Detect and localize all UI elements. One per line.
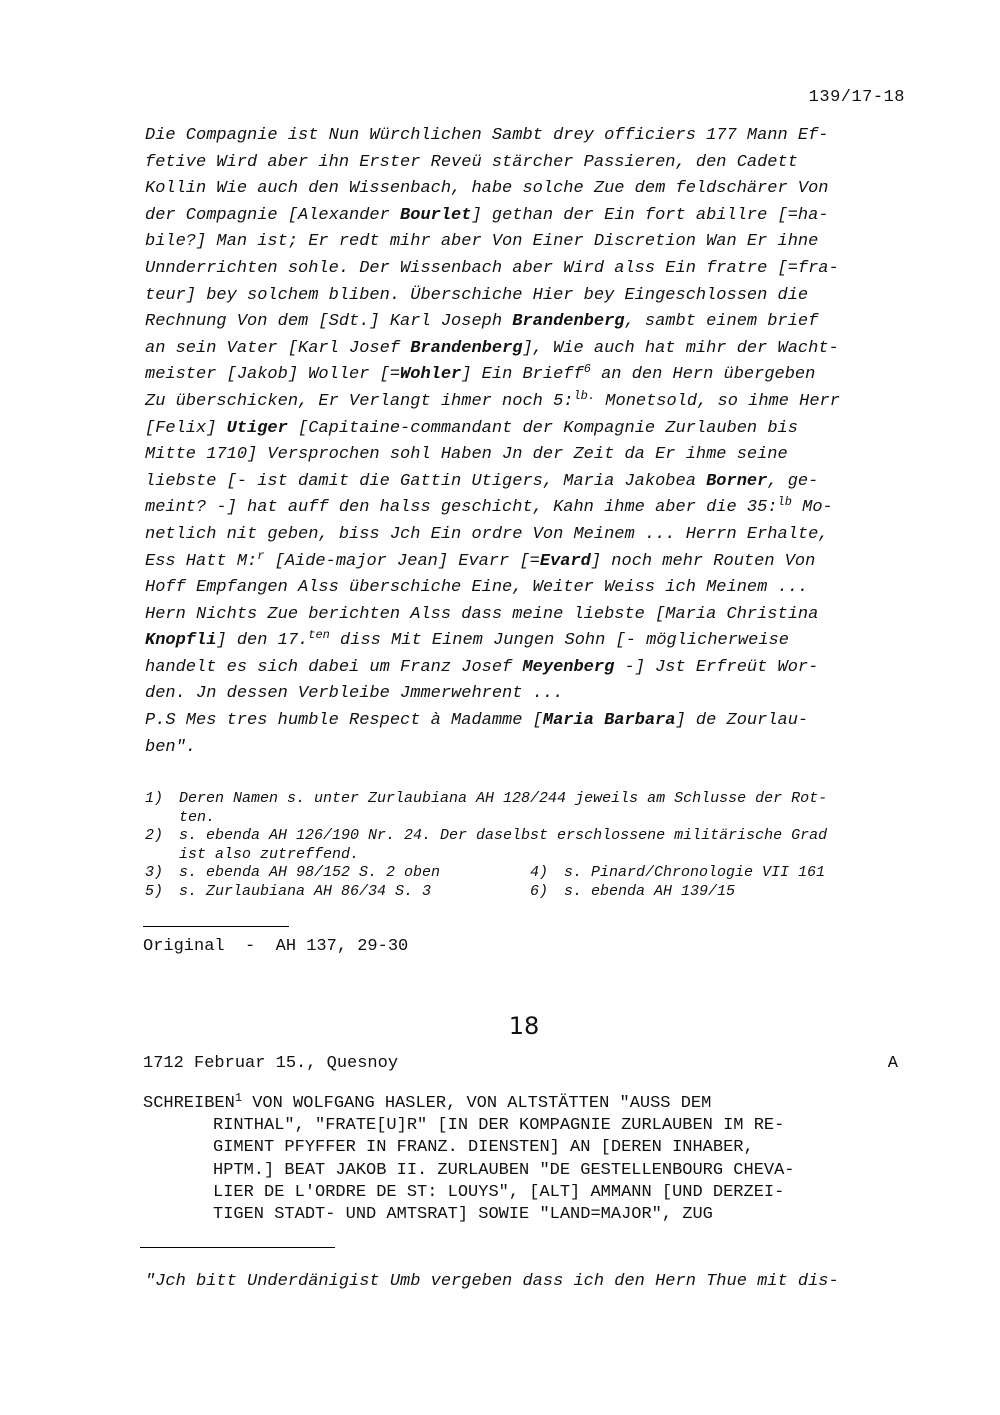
footnote-line: s. ebenda AH 126/190 Nr. 24. Der daselbst erschlossene militärische Grad [179, 827, 828, 844]
letter-text: ] den 17. [216, 631, 309, 651]
letter-text: teur] bey solchem bliben. Überschiche Hier bey Eingeschlossen die [145, 285, 809, 305]
footnote-line: Deren Namen s. unter Zurlaubiana AH 128/244 jeweils am Schlusse der Rot- [179, 790, 828, 807]
letter-text: Die Compagnie ist Nun Würchlichen Sambt drey officiers 177 Mann Ef- [145, 126, 829, 145]
heading-footnote-ref: 1 [234, 1091, 243, 1105]
letter-text: P.S Mes tres humble Respect à Madamme [ [145, 711, 543, 731]
letter-text: [Felix] [145, 418, 227, 438]
letter-text: meint? -] hat auff den halss geschicht, Kahn ihme aber die 35: [145, 498, 778, 518]
person-name: Borner [706, 471, 768, 491]
letter-text: [Aide-major Jean] Evarr [= [264, 551, 540, 571]
person-name: Evard [539, 551, 591, 571]
footnote [145, 827, 915, 864]
footnote-number: 5) [145, 882, 164, 900]
footnote-text [179, 827, 915, 864]
letter-text: Monetsold, so ihme Herr [595, 391, 840, 411]
footnote [530, 883, 915, 902]
superscript: r [257, 548, 265, 563]
letter-text: meister [Jakob] Woller [= [145, 365, 401, 385]
letter-line [145, 150, 915, 177]
letter-text: Unnderrichten sohle. Der Wissenbach aber Wird alss Ein fratre [=fra- [145, 258, 839, 278]
letter-line [145, 575, 915, 602]
letter-line [145, 283, 915, 310]
letter-text: Kollin Wie auch den Wissenbach, habe solche Zue dem feldschärer Von [145, 179, 829, 199]
footnote-number: 4) [530, 864, 549, 881]
letter-line [145, 176, 915, 203]
letter-text: Mitte 1710] Versprochen sohl Haben Jn der Zeit da Er ihme seine [145, 445, 788, 465]
letter-line [145, 469, 915, 496]
letter-text: , ge- [767, 471, 819, 491]
heading-line: TIGEN STADT- UND AMTSRAT] SOWIE "LAND=MAJOR", ZUG [213, 1205, 713, 1225]
letter-text: ] de Zourlau- [675, 711, 809, 731]
letter-text: der Compagnie [Alexander [145, 205, 401, 225]
heading-line: GIMENT PFYFFER IN FRANZ. DIENSTEN] AN [DEREN INHABER, [213, 1138, 754, 1158]
footnote-number: 1) [145, 790, 164, 807]
letter-body [145, 123, 915, 761]
letter-text: Rechnung Von dem [Sdt.] Karl Joseph [145, 312, 513, 332]
letter-line [145, 336, 915, 363]
document-heading [143, 1093, 913, 1226]
letter-text: ] gethan der Ein fort abillre [=ha- [471, 205, 829, 225]
person-name: Meyenberg [522, 657, 615, 677]
heading-line: LIER DE L'ORDRE DE ST: LOUYS", [ALT] AMMANN [UND DERZEI- [213, 1182, 785, 1202]
footnote-pair [145, 883, 915, 902]
letter-opening: "Jch bitt Underdänigist Umb vergeben dass ich den Hern Thue mit dis- [145, 1272, 839, 1291]
letter-line [145, 256, 915, 283]
footnote-number: 2) [145, 827, 164, 844]
letter-text: fetive Wird aber ihn Erster Reveü stärcher Passieren, den Cadett [145, 152, 798, 172]
footnote [145, 790, 915, 827]
letter-line [145, 681, 915, 708]
footnote-pair [145, 864, 915, 883]
person-name: Maria Barbara [542, 711, 676, 731]
letter-line [145, 309, 915, 336]
letter-line [145, 416, 915, 443]
footnote-number: 3) [145, 864, 164, 881]
letter-text: Ess Hatt M: [145, 551, 258, 571]
heading-line: HPTM.] BEAT JAKOB II. ZURLAUBEN "DE GESTELLENBOURG CHEVA- [213, 1160, 795, 1180]
letter-line [145, 203, 915, 230]
letter-text: Hern Nichts Zue berichten Alss dass meine liebste [Maria Christina [145, 604, 819, 624]
heading-text: VON WOLFGANG HASLER, VON ALTSTÄTTEN "AUSS DEM [242, 1094, 712, 1113]
letter-text: Zu überschicken, Er Verlangt ihmer noch 5: [145, 391, 574, 411]
letter-line [145, 602, 915, 629]
letter-line [145, 549, 915, 576]
superscript: lb [777, 495, 792, 510]
original-reference: Original - AH 137, 29-30 [143, 937, 409, 956]
letter-line [145, 655, 915, 682]
letter-text: handelt es sich dabei um Franz Josef [145, 657, 523, 677]
heading-label: SCHREIBEN [143, 1094, 235, 1113]
footnote-line: ist also zutreffend. [179, 845, 360, 863]
person-name: Wohler [400, 365, 462, 385]
letter-text: bile?] Man ist; Er redt mihr aber Von Einer Discretion Wan Er ihne [145, 232, 819, 252]
footnotes [145, 790, 915, 901]
footnote-text: s. Pinard/Chronologie VII 161 [564, 864, 826, 881]
letter-line [145, 708, 915, 735]
separator-rule [140, 1247, 335, 1248]
letter-text: , sambt einem brief [624, 312, 819, 332]
footnote [145, 883, 530, 902]
letter-text: ben". [145, 737, 197, 757]
person-name: Utiger [226, 418, 288, 438]
person-name: Knopfli [145, 631, 217, 651]
letter-text: Hoff Empfangen Alss überschiche Eine, Weiter Weiss ich Meinem ... [145, 578, 809, 598]
footnote-number: 6) [530, 882, 549, 900]
letter-text: Mo- [791, 498, 833, 518]
document-number: 18 [508, 1012, 540, 1040]
person-name: Brandenberg [410, 338, 523, 358]
footnote [530, 864, 915, 883]
letter-text: [Capitaine-commandant der Kompagnie Zurlauben bis [287, 418, 798, 438]
letter-line [145, 628, 915, 655]
letter-text: netlich nit geben, biss Jch Ein ordre Von Meinem ... Herrn Erhalte, [145, 524, 829, 544]
letter-text: an den Hern übergeben [590, 365, 816, 385]
letter-line [145, 229, 915, 256]
heading-line: RINTHAL", "FRATE[U]R" [IN DER KOMPAGNIE ZURLAUBEN IM RE- [213, 1116, 785, 1136]
letter-line [145, 495, 915, 522]
person-name: Brandenberg [512, 312, 625, 332]
letter-text: an sein Vater [Karl Josef [145, 338, 411, 358]
superscript: ten [308, 628, 330, 643]
letter-line [145, 389, 915, 416]
letter-text: diss Mit Einem Jungen Sohn [- möglicherweise [329, 631, 789, 651]
footnote-text [179, 790, 915, 827]
footnote-text: s. Zurlaubiana AH 86/34 S. 3 [179, 882, 432, 900]
letter-text: -] Jst Erfreüt Wor- [614, 657, 819, 677]
letter-line [145, 735, 915, 762]
letter-text: ] noch mehr Routen Von [590, 551, 816, 571]
letter-text: ] Ein Brieff [461, 365, 584, 385]
letter-line [145, 442, 915, 469]
footnote-line: ten. [179, 808, 216, 826]
document-type: A [887, 1054, 898, 1073]
superscript: 6 [583, 362, 591, 377]
document-date-place: 1712 Februar 15., Quesnoy [143, 1054, 399, 1073]
superscript: lb. [573, 388, 596, 403]
heading-line [143, 1093, 913, 1115]
letter-line [145, 123, 915, 150]
separator-rule [143, 926, 289, 927]
letter-line [145, 362, 915, 389]
letter-text: den. Jn dessen Verbleibe Jmmerwehrent ... [145, 684, 564, 704]
footnote [145, 864, 530, 883]
letter-text: ], Wie auch hat mihr der Wacht- [522, 338, 839, 358]
footnote-text: s. ebenda AH 139/15 [564, 882, 736, 900]
page-number: 139/17-18 [808, 88, 905, 107]
person-name: Bourlet [400, 205, 472, 225]
letter-line [145, 522, 915, 549]
footnote-text: s. ebenda AH 98/152 S. 2 oben [179, 864, 441, 881]
letter-text: liebste [- ist damit die Gattin Utigers, Maria Jakobea [145, 471, 707, 491]
